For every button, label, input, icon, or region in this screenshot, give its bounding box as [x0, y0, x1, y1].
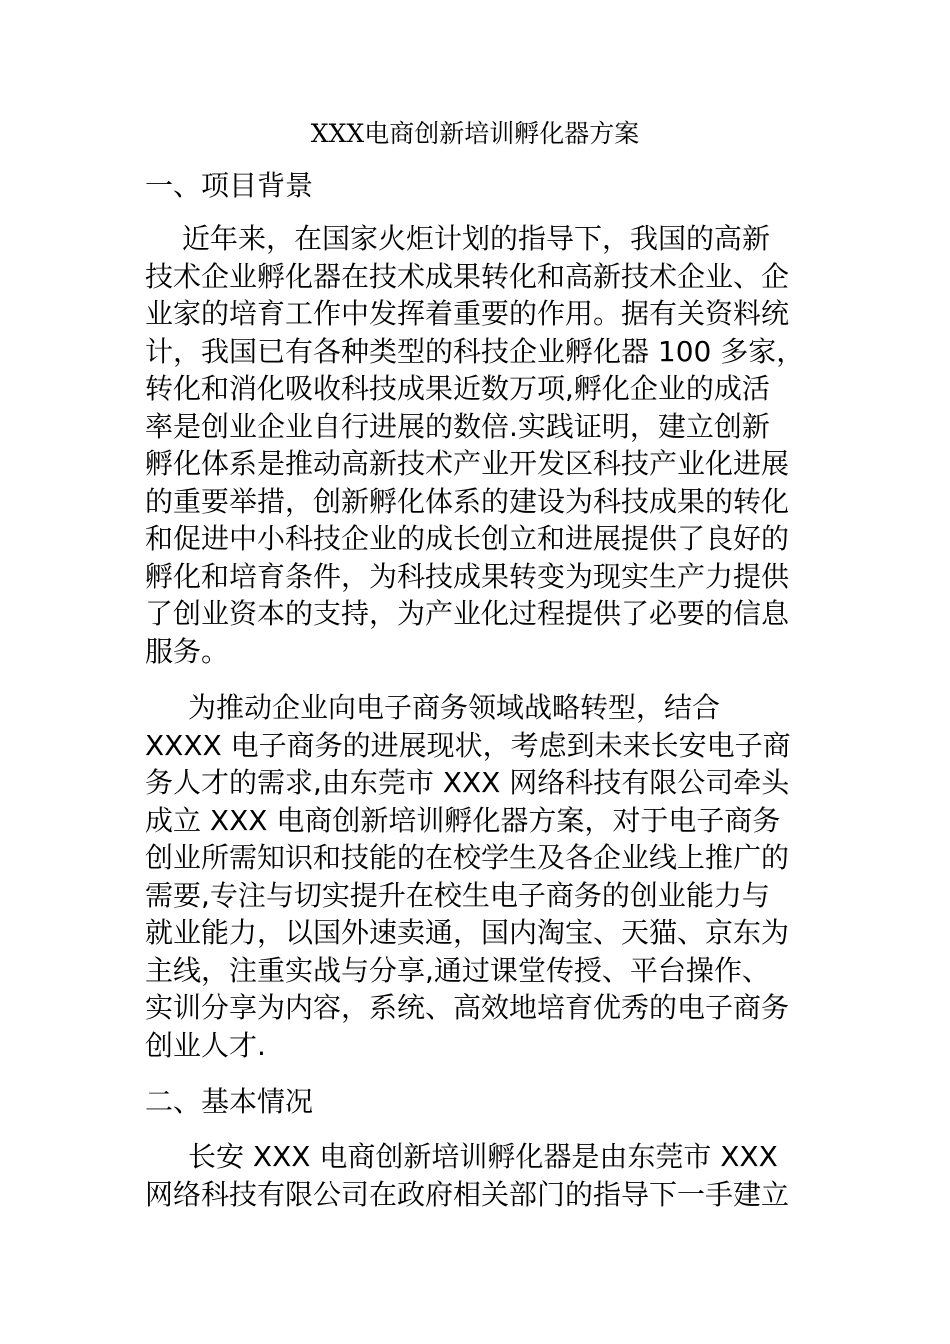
paragraph-line: 和促进中小科技企业的成长创立和进展提供了良好的 [145, 522, 790, 555]
paragraph-line: 创业人才. [145, 1028, 266, 1062]
paragraph-line: 技术企业孵化器在技术成果转化和高新技术企业、企 [145, 259, 790, 293]
paragraph-line: 创业所需知识和技能的在校学生及各企业线上推广的 [145, 841, 790, 874]
paragraph-line: XXXX 电子商务的进展现状，考虑到未来长安电子商 [145, 728, 791, 762]
paragraph-line: 转化和消化吸收科技成果近数万项,孵化企业的成活 [145, 372, 770, 405]
paragraph-line: 近年来，在国家火炬计划的指导下，我国的高新 [182, 222, 771, 255]
paragraph-line: 业家的培育工作中发挥着重要的作用。据有关资料统 [145, 297, 790, 330]
paragraph-line: 就业能力，以国外速卖通，国内淘宝、天猫、京东为 [145, 916, 790, 949]
paragraph-line: 孵化和培育条件，为科技成果转变为现实生产力提供 [145, 559, 790, 593]
paragraph-line: 主线，注重实战与分享,通过课堂传授、平台操作、 [145, 953, 770, 987]
section-heading-project-background: 一、项目背景 [145, 169, 314, 202]
paragraph-line: 了创业资本的支持，为产业化过程提供了必要的信息 [145, 597, 790, 630]
paragraph-line: 成立 XXX 电商创新培训孵化器方案，对于电子商务 [145, 803, 781, 837]
paragraph-line: 为推动企业向电子商务领域战略转型，结合 [188, 691, 721, 724]
paragraph-background-1 [145, 220, 810, 670]
paragraph-line: 服务。 [145, 634, 230, 668]
paragraph-background-2 [145, 689, 810, 1064]
paragraph-line: 实训分享为内容，系统、高效地培育优秀的电子商务 [145, 991, 790, 1024]
paragraph-line: 率是创业企业自行进展的数倍.实践证明，建立创新 [145, 409, 770, 443]
section-heading-basic-situation: 二、基本情况 [145, 1085, 314, 1118]
paragraph-line: 的重要举措，创新孵化体系的建设为科技成果的转化 [145, 484, 790, 518]
paragraph-line: 务人才的需求,由东莞市 XXX 网络科技有限公司牵头 [145, 766, 790, 799]
document-title: XXX电商创新培训孵化器方案 [310, 119, 640, 148]
paragraph-line: 长安 XXX 电商创新培训孵化器是由东莞市 XXX [188, 1140, 778, 1173]
paragraph-basic-situation-1 [145, 1138, 810, 1213]
paragraph-line: 计，我国已有各种类型的科技企业孵化器 100 多家， [145, 334, 805, 368]
paragraph-line: 需要,专注与切实提升在校生电子商务的创业能力与 [145, 878, 770, 912]
paragraph-line: 网络科技有限公司在政府相关部门的指导下一手建立 [145, 1177, 790, 1211]
paragraph-line: 孵化体系是推动高新技术产业开发区科技产业化进展 [145, 447, 790, 480]
